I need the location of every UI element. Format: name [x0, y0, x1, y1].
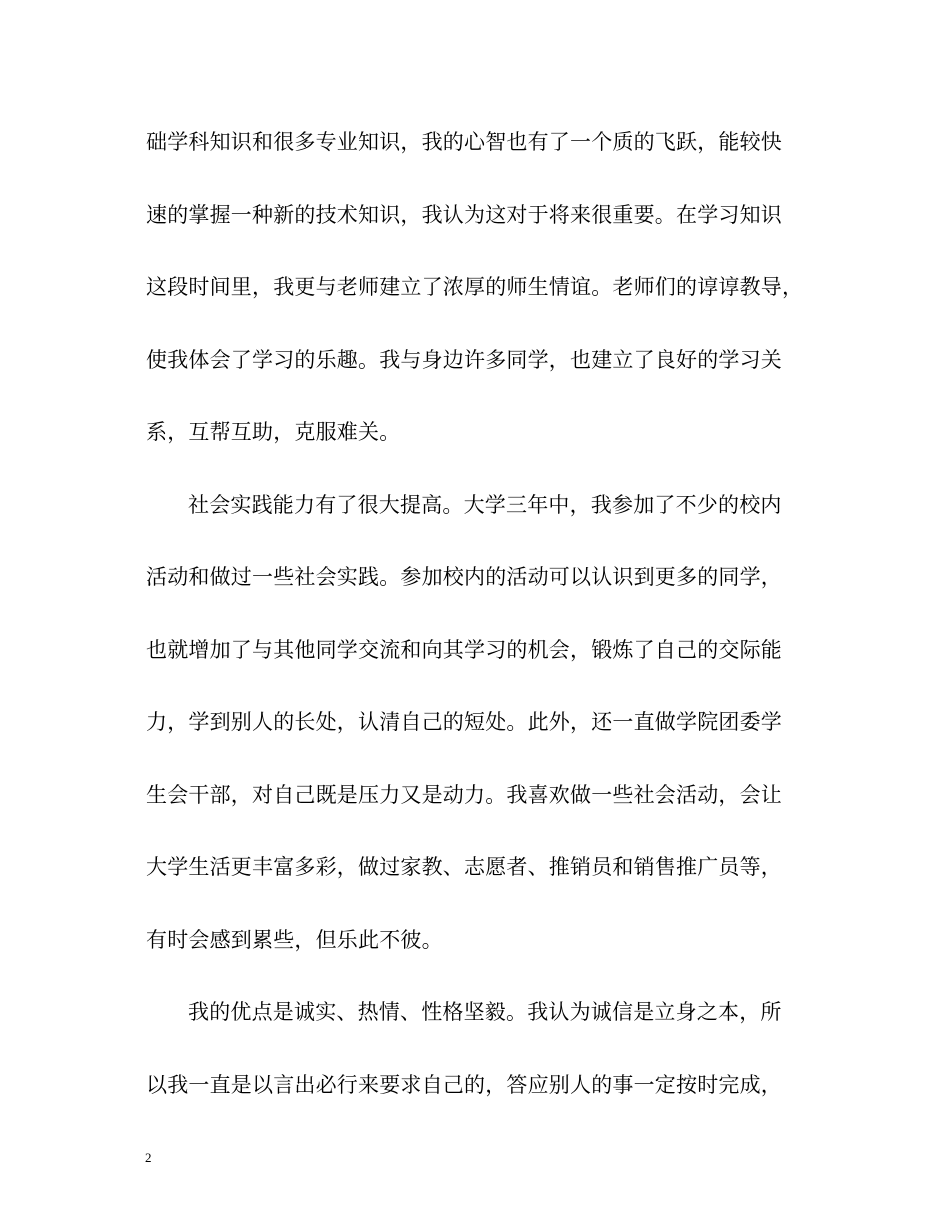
text-line: 有时会感到累些，但乐此不彼。	[146, 927, 443, 952]
body-text	[146, 118, 806, 1133]
text-line: 活动和做过一些社会实践。参加校内的活动可以认识到更多的同学，	[146, 565, 782, 589]
text-line: 速的掌握一种新的技术知识，我认为这对于将来很重要。在学习知识	[146, 202, 782, 227]
text-line: 础学科知识和很多专业知识，我的心智也有了一个质的飞跃，能较快	[146, 130, 782, 154]
text-line: 也就增加了与其他同学交流和向其学习的机会，锻炼了自己的交际能	[146, 637, 782, 662]
text-line: 这段时间里，我更与老师建立了浓厚的师生情谊。老师们的谆谆教导，	[146, 275, 804, 299]
text-line: 生会干部，对自己既是压力又是动力。我喜欢做一些社会活动，会让	[146, 782, 782, 807]
page-number: 2	[145, 1150, 152, 1165]
text-line: 以我一直是以言出必行来要求自己的，答应别人的事一定按时完成，	[146, 1072, 782, 1097]
text-line: 使我体会了学习的乐趣。我与身边许多同学，也建立了良好的学习关	[146, 347, 782, 372]
text-line: 大学生活更丰富多彩，做过家教、志愿者、推销员和销售推广员等，	[146, 855, 782, 879]
text-line: 力，学到别人的长处，认清自己的短处。此外，还一直做学院团委学	[146, 710, 782, 734]
paragraph-first-line: 我的优点是诚实、热情、性格坚毅。我认为诚信是立身之本，所	[188, 1000, 782, 1024]
paragraph-first-line: 社会实践能力有了很大提高。大学三年中，我参加了不少的校内	[188, 492, 782, 517]
text-line: 系，互帮互助，克服难关。	[146, 420, 401, 444]
